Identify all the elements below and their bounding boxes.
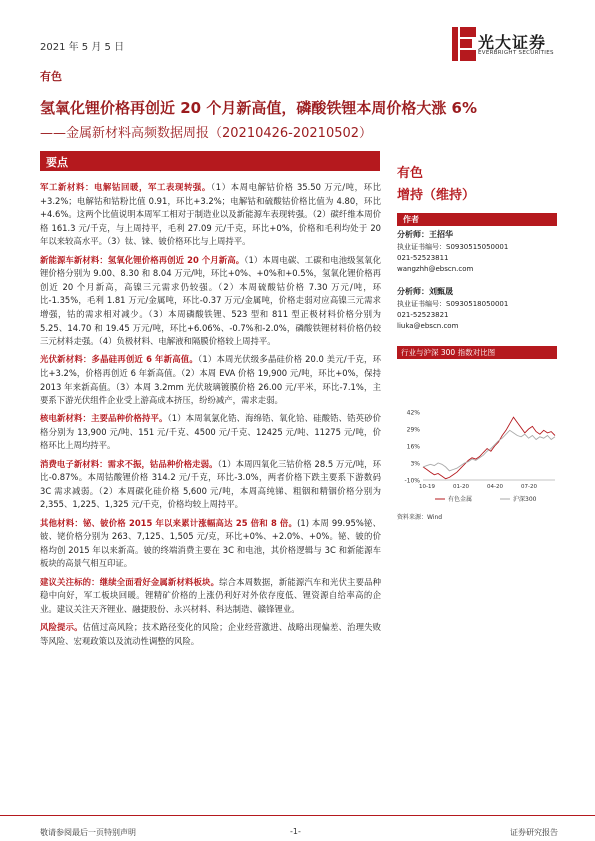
key-points-label: 要点 (46, 156, 68, 169)
x-tick-label: 04-20 (487, 484, 503, 490)
series-line-nonferrous (423, 417, 555, 479)
logo-mark-block-4 (460, 50, 476, 61)
analyst-cert: 执业证书编号：S0930515050001 (397, 243, 509, 251)
paragraph-text: （1）本周四氧化三钴价格 28.5 万元/吨，环比-0.87%。本周钴酸锂价格 314.2 元/千克，环比-3.0%，两者价格下跌主要系下游数码 3C 需求减弱。（2）本周碳化硅价格 5,600 元/吨，本周高纯锑、粗铟和精铟价格分别为 2,355、1,225、1,325 元/千克，价格均较上周持平。 (40, 458, 381, 510)
paragraph-heading: 风险提示。 (40, 621, 83, 632)
chart-header (397, 346, 557, 359)
paragraph-heading: 新能源车新材料：氢氧化锂价格再创近 20 个月新高。 (40, 254, 245, 265)
paragraph-heading: 其他材料：铋、铍价格 2015 年以来累计涨幅高达 25 倍和 8 倍。 (40, 517, 298, 528)
paragraph (40, 181, 381, 249)
paragraph-heading: 建议关注标的：继续全面看好金属新材料板块。 (40, 576, 220, 587)
x-tick-label: 10-19 (419, 484, 435, 490)
paragraph-heading: 消费电子新材料：需求不振，钴品种价格走弱。 (40, 458, 218, 469)
report-subtitle: ——金属新材料高频数据周报（20210426-20210502） (40, 126, 373, 141)
paragraph-heading: 军工新材料：电解钴回暖，军工表现转强。 (40, 182, 211, 192)
paragraph-heading: 核电新材料：主要品种价格持平。 (40, 413, 168, 424)
rating-recommendation: 增持（维持） (397, 188, 476, 203)
x-tick-label: 07-20 (521, 484, 537, 490)
paragraph-text: （1）本周电解钴价格 35.50 万元/吨，环比+3.2%；电解钴和钴粉比值 0.91，环比+3.2%；电解钴和硫酸钴价格比值为 4.80，环比+4.6%。这两个比值说明本周军工相对于制造业以及新能源车表现转强。（2）碳纤维本周价格 161.3 元/千克，与上周持平，毛利 27.09 元/千克，环比+0%，价格和毛利均处于 20 年以来较高水平。（3）钛、铼、铍价格环比与上周持平。 (40, 182, 381, 247)
logo-mark-block-3 (460, 39, 472, 48)
logo-mark-block-1 (452, 27, 458, 61)
paragraph-text: 综合本周数据，新能源汽车和光伏主要品种稳中向好，军工板块回暖。锂精矿价格的上涨仍利好对外依存度低、锂资源自给率高的企业。建议关注天齐锂业、融捷股份、永兴材料、科达制造、赣锋锂业。 (40, 576, 382, 614)
y-tick-label: -10% (404, 477, 420, 485)
y-tick-label: 3% (410, 460, 420, 468)
report-title: 氢氧化锂价格再创近 20 个月新高值，磷酸铁锂本周价格大涨 6% (40, 99, 478, 117)
analyst-name: 分析师：王招华 (397, 230, 453, 239)
paragraph (40, 412, 381, 453)
paragraph-text: 估值过高风险；技术路径变化的风险；企业经营激进、战略出现偏差、治理失败等风险、宏观政策以及流动性调整的风险。 (40, 621, 382, 646)
paragraph (40, 517, 381, 571)
paragraph-text: （1）本周光伏级多晶硅价格 20.0 美元/千克，环比+3.2%，价格再创近 6 年新高值。（2）本周 EVA 价格 19,900 元/吨，环比+0%，保持 2013 年来新高值。（3）本周 3.2mm 光伏玻璃镀膜价格 26.00 元/平米，环比-7.1%，主要系下游光伏组件企业受上游高成本挤压，纷纷减产，需求走弱。 (40, 354, 381, 406)
paragraph (40, 458, 381, 512)
key-points-header (40, 151, 380, 171)
chart-source: 资料来源：Wind (397, 514, 443, 521)
footer-report-type: 证券研究报告 (510, 828, 558, 837)
author-header (397, 213, 557, 226)
brand-name: 光大证券 (478, 33, 547, 52)
analyst-phone: 021-52523811 (397, 254, 449, 262)
legend-label: 有色金属 (448, 496, 473, 503)
legend-label: 沪深300 (513, 496, 537, 503)
paragraph-heading: 光伏新材料：多晶硅再创近 6 年新高值。 (40, 354, 198, 365)
paragraph (40, 254, 381, 349)
analyst-cert: 执业证书编号：S0930518050001 (397, 300, 509, 308)
logo-mark-block-2 (460, 27, 476, 37)
rating-block (397, 163, 475, 207)
x-tick-label: 01-20 (453, 484, 469, 490)
y-tick-label: 29% (406, 426, 420, 434)
industry-vs-csi300-chart (397, 398, 562, 523)
author-label: 作者 (403, 215, 419, 224)
analyst-email[interactable]: wangzhh@ebscn.com (397, 265, 474, 273)
y-tick-label: 16% (406, 443, 420, 451)
paragraph (40, 621, 381, 648)
analyst-phone: 021-52523821 (397, 311, 449, 319)
analyst-card (397, 228, 562, 275)
footer-disclaimer: 敬请参阅最后一页特别声明 (40, 828, 136, 837)
paragraph-text: （1）本周氧氯化锆、海绵锆、氧化铪、硅酸锆、锆英砂价格分别为 13,900 元/吨、151 元/千克、4500 元/千克、12425 元/吨、11275 元/吨，价格环比上周均持平。 (40, 413, 381, 451)
key-points-body (40, 181, 381, 653)
report-category: 有色 (40, 70, 62, 83)
paragraph-text: (1) 本周 99.95%铋、铍、铑价格分别为 263、7,125、1,505 元/克，环比+0%、+2.0%、+0%。铋、铍的价格均创 2015 年以来新高。铍的终端消费主要在 3C 和电池，其价格逻辑与 3C 和新能源车板块的高景气相互印证。 (40, 517, 381, 569)
report-date: 2021 年 5 月 5 日 (40, 42, 125, 53)
page-number: -1- (290, 827, 301, 836)
rating-industry: 有色 (397, 166, 424, 181)
analyst-email[interactable]: liuka@ebscn.com (397, 322, 459, 330)
footer-divider (0, 815, 595, 816)
analyst-card (397, 285, 562, 332)
y-tick-label: 42% (406, 409, 420, 417)
paragraph (40, 353, 381, 407)
paragraph-text: （1）本周电碳、工碳和电池级氢氧化锂价格分别为 9.00、8.30 和 8.04 万元/吨，环比+0%、+0%和+0.5%，氢氧化锂价格再创近 20 个月新高，高镍三元需求仍较强。（2）本周硫酸钴价格 7.30 万元/吨，环比-1.35%，毛利 1.81 万元/金属吨，环比-0.37 万元/金属吨，价格走弱对应高镍三元需求增强，钴的需求相对减少。（3）本周磷酸铁锂、523 型和 811 型正极材料价格分别为 5.25、14.70 和 19.45 万元/吨，环比+6.06%、-0.7%和-2.0%，磷酸铁锂材料价格仍较三元材料走强。（4）负极材料、电解液和隔膜价格较上周持平。 (40, 254, 381, 347)
paragraph (40, 576, 381, 617)
chart-label: 行业与沪深 300 指数对比图 (401, 348, 496, 357)
brand-name-en: EVERBRIGHT SECURITIES (478, 50, 554, 56)
analyst-name: 分析师：刘甄晟 (397, 287, 453, 296)
series-line-csi300 (423, 430, 555, 471)
